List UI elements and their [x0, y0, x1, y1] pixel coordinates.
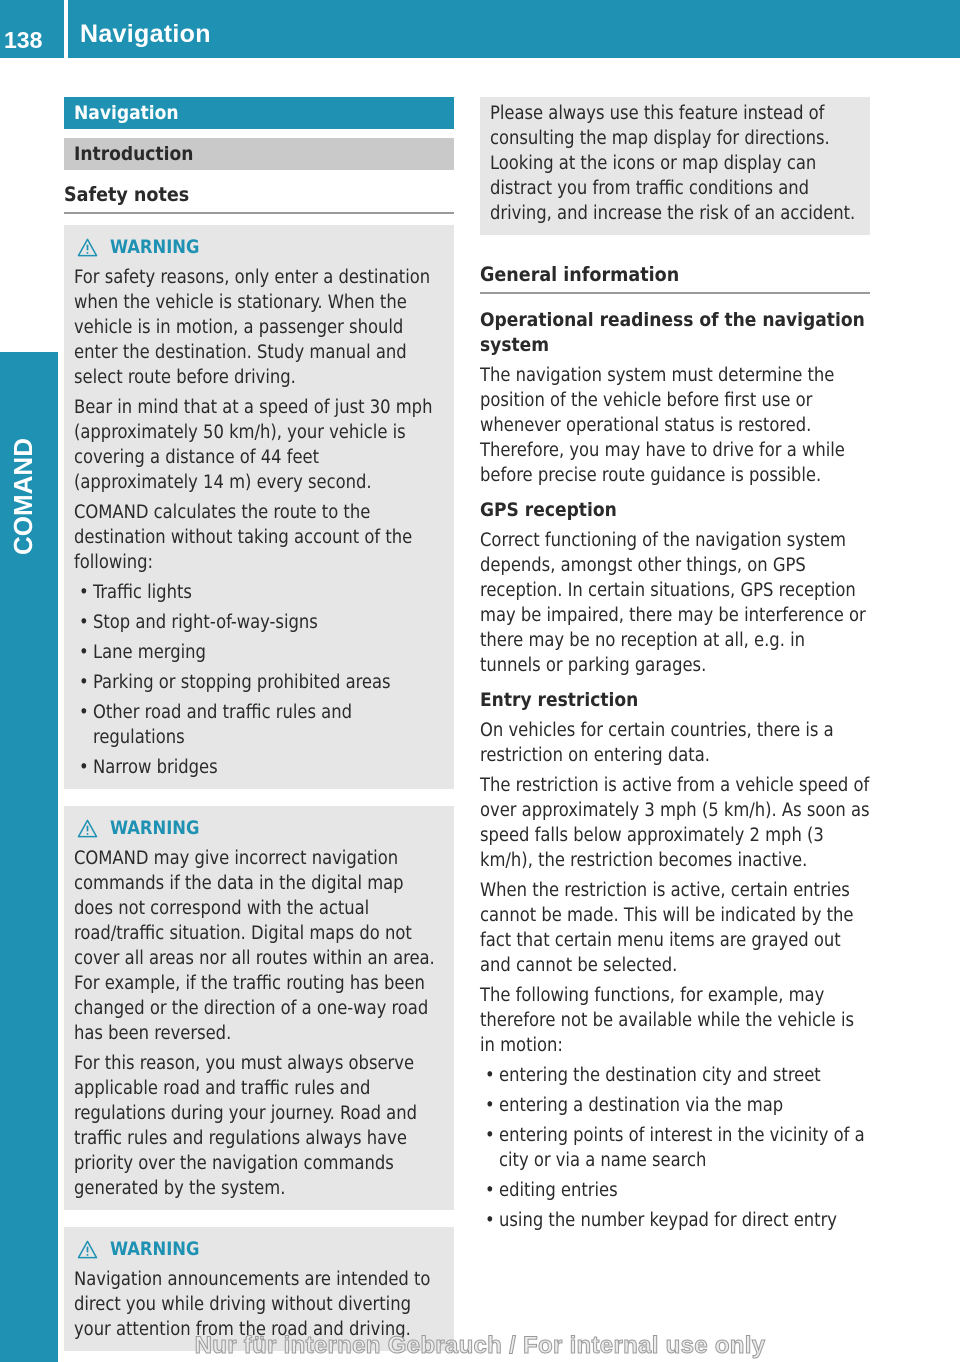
left-column — [64, 97, 454, 1351]
warning-text: COMAND calculates the route to the destination without taking account of the following: — [74, 502, 413, 573]
warning-header — [74, 816, 445, 841]
general-information-heading: General information — [480, 261, 870, 294]
paragraph: The following functions, for example, may therefore not be available while the vehicle is in motion: — [480, 985, 855, 1056]
warning-header — [74, 235, 445, 260]
list-item: • Narrow bridges — [74, 755, 445, 780]
warning-label: WARNING — [110, 1239, 200, 1260]
header-separator — [64, 0, 68, 58]
warning-text: Navigation announcements are intended to direct you while driving without diverting your attention from the road and driving. — [74, 1269, 431, 1340]
warning-triangle-icon — [77, 1240, 98, 1259]
footer-watermark: Nur für internen Gebrauch / For internal use only — [194, 1332, 766, 1359]
list-item: • entering a destination via the map — [480, 1093, 870, 1118]
list-item: • entering points of interest in the vicinity of a city or via a name search — [480, 1123, 870, 1173]
safety-notes-heading: Safety notes — [64, 181, 454, 214]
side-tab-label: COMAND — [8, 438, 38, 555]
warning-text: Bear in mind that at a speed of just 30 mph (approximately 50 km/h), your vehicle is covering a distance of 44 feet (approximately 14 m) every second. — [74, 397, 433, 493]
warning-box-2 — [64, 806, 454, 1210]
paragraph: The restriction is active from a vehicle speed of over approximately 3 mph (5 km/h). As soon as speed falls below approximately 2 mph (3 km/h), the restriction becomes inactive. — [480, 775, 870, 871]
header-title: Navigation — [80, 20, 211, 48]
warning-header — [74, 1237, 445, 1262]
operational-readiness-heading: Operational readiness of the navigation system — [480, 309, 865, 356]
warning-box-1 — [64, 225, 454, 789]
paragraph: On vehicles for certain countries, there is a restriction on entering data. — [480, 720, 834, 766]
list-item: • Lane merging — [74, 640, 445, 665]
warning-text: COMAND may give incorrect navigation commands if the data in the digital map does not correspond with the actual road/traffic situation. Digital maps do not cover all areas nor all routes within an area. For example, if the traffic routing has been changed or the direction of a one-way road has been reversed. — [74, 848, 435, 1044]
list-item: • Parking or stopping prohibited areas — [74, 670, 445, 695]
list-item: • Other road and traffic rules and regulations — [74, 700, 445, 750]
warning-triangle-icon — [77, 238, 98, 257]
page-number: 138 — [0, 0, 64, 58]
warning-triangle-icon — [77, 819, 98, 838]
warning-text: For this reason, you must always observe applicable road and traffic rules and regulations during your journey. Road and traffic rules and regulations always have priority over the navigation commands generated by the system. — [74, 1053, 417, 1199]
paragraph: When the restriction is active, certain entries cannot be made. This will be indicated by the fact that certain menu items are grayed out and cannot be selected. — [480, 880, 854, 976]
paragraph: The navigation system must determine the position of the vehicle before first use or whenever operational status is restored. Therefore, you may have to drive for a while before precise route guidance is possible. — [480, 365, 845, 486]
warning-text: Please always use this feature instead of consulting the map display for directions. Looking at the icons or map display can distract you from traffic conditions and driving, and increase the risk of an accident. — [490, 103, 856, 224]
list-item: • entering the destination city and street — [480, 1063, 870, 1088]
list-item: • Traffic lights — [74, 580, 445, 605]
section-bar: Navigation — [64, 97, 454, 129]
paragraph: Correct functioning of the navigation system depends, amongst other things, on GPS reception. In certain situations, GPS reception may be impaired, there may be interference or there may be no reception at all, e.g. in tunnels or parking garages. — [480, 530, 866, 676]
warning-box-3-continued — [480, 97, 870, 235]
warning-label: WARNING — [110, 237, 200, 258]
right-column — [480, 97, 870, 1238]
side-tab-label-wrap — [8, 438, 38, 555]
list-item: • using the number keypad for direct entry — [480, 1208, 870, 1233]
subsection-bar: Introduction — [64, 138, 454, 170]
list-item: • editing entries — [480, 1178, 870, 1203]
warning-label: WARNING — [110, 818, 200, 839]
gps-reception-heading: GPS reception — [480, 499, 617, 521]
warning-text: For safety reasons, only enter a destination when the vehicle is stationary. When the vehicle is in motion, a passenger should enter the destination. Study manual and select route before driving. — [74, 267, 431, 388]
entry-restriction-heading: Entry restriction — [480, 689, 639, 711]
list-item: • Stop and right-of-way-signs — [74, 610, 445, 635]
